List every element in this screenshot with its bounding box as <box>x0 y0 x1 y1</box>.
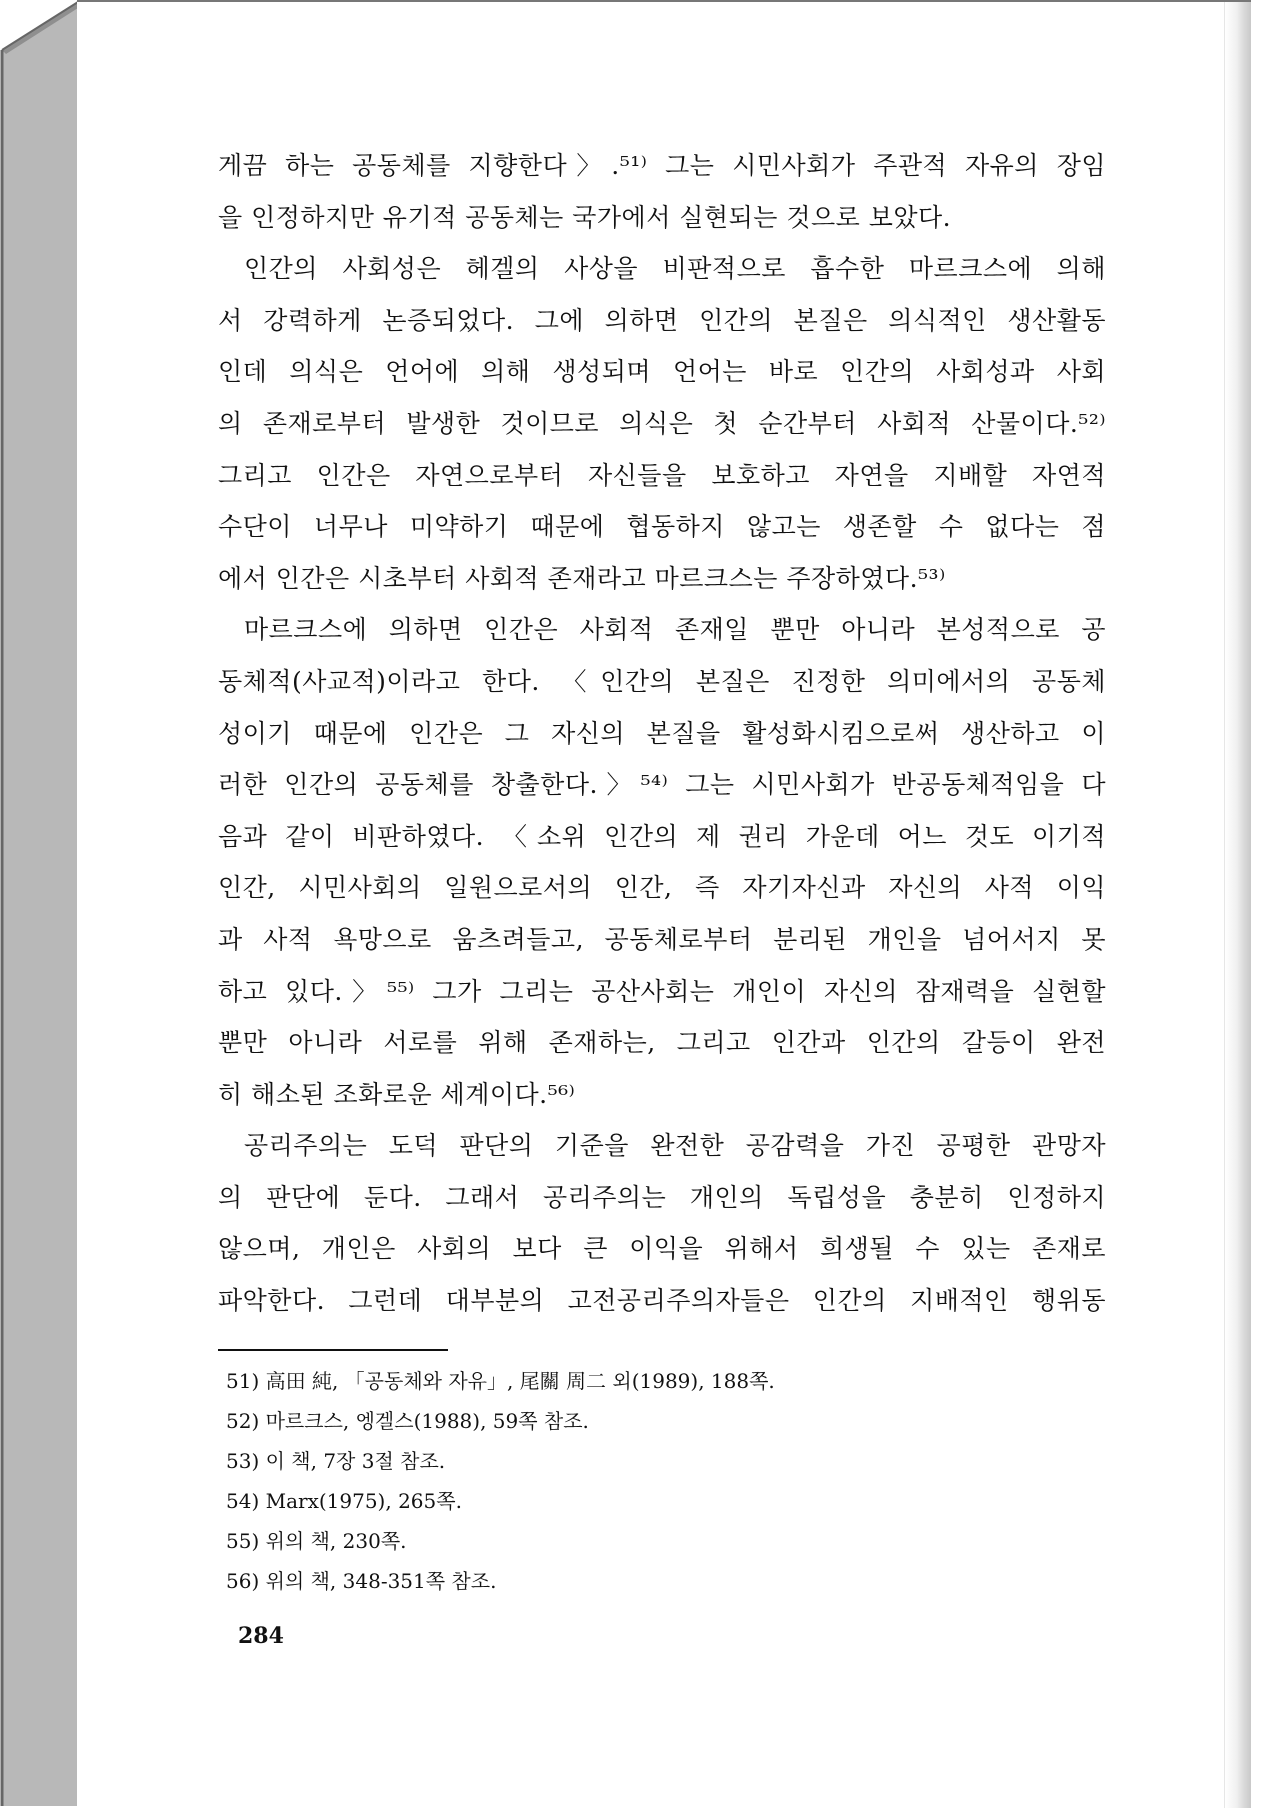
text-line: 그리고 인간은 자연으로부터 자신들을 보호하고 자연을 지배할 자연적 <box>218 460 1106 490</box>
page-number: 284 <box>238 1623 284 1649</box>
text-line: 의 판단에 둔다. 그래서 공리주의는 개인의 독립성을 충분히 인정하지 <box>218 1182 1106 1212</box>
text-line: 에서 인간은 시초부터 사회적 존재라고 마르크스는 주장하였다.⁵³⁾ <box>218 563 946 593</box>
page-edge-shading <box>1224 2 1251 1808</box>
text-line: 수단이 너무나 미약하기 때문에 협동하지 않고는 생존할 수 없다는 점 <box>218 512 1106 542</box>
footnote: 55) 위의 책, 230쪽. <box>226 1528 407 1553</box>
footnote: 53) 이 책, 7장 3절 참조. <box>226 1448 446 1473</box>
footnote: 51) 高田 純, 「공동체와 자유」, 尾關 周二 외(1989), 188쪽. <box>226 1368 775 1393</box>
text-line: 러한 인간의 공동체를 창출한다.〉⁵⁴⁾ 그는 시민사회가 반공동체적임을 다 <box>218 770 1106 800</box>
text-line: 인데 의식은 언어에 의해 생성되며 언어는 바로 인간의 사회성과 사회 <box>218 357 1106 387</box>
text-line: 뿐만 아니라 서로를 위해 존재하는, 그리고 인간과 인간의 갈등이 완전 <box>218 1028 1106 1058</box>
text-line: 않으며, 개인은 사회의 보다 큰 이익을 위해서 희생될 수 있는 존재로 <box>218 1234 1106 1264</box>
text-line: 을 인정하지만 유기적 공동체는 국가에서 실현되는 것으로 보았다. <box>218 202 952 232</box>
text-line: 동체적(사교적)이라고 한다. 〈인간의 본질은 진정한 의미에서의 공동체 <box>218 666 1106 696</box>
footnote: 52) 마르크스, 엥겔스(1988), 59쪽 참조. <box>226 1408 589 1433</box>
footnotes <box>218 1361 1106 1601</box>
footnote: 56) 위의 책, 348-351쪽 참조. <box>226 1568 497 1593</box>
text-line: 의 존재로부터 발생한 것이므로 의식은 첫 순간부터 사회적 산물이다.⁵²⁾ <box>218 408 1106 438</box>
footnote-separator <box>218 1349 448 1351</box>
text-line: 음과 같이 비판하였다. 〈소위 인간의 제 권리 가운데 어느 것도 이기적 <box>218 821 1106 851</box>
body-text <box>218 140 1106 1327</box>
text-line: 인간의 사회성은 헤겔의 사상을 비판적으로 흡수한 마르크스에 의해 <box>244 254 1106 284</box>
page-content <box>218 140 1106 1601</box>
book-side-edge <box>0 0 80 1806</box>
text-line: 성이기 때문에 인간은 그 자신의 본질을 활성화시킴으로써 생산하고 이 <box>218 718 1106 748</box>
text-line: 게끔 하는 공동체를 지향한다〉.⁵¹⁾ 그는 시민사회가 주관적 자유의 장임 <box>218 151 1106 180</box>
text-line: 하고 있다.〉⁵⁵⁾ 그가 그리는 공산사회는 개인이 자신의 잠재력을 실현할 <box>218 976 1106 1006</box>
footnote: 54) Marx(1975), 265쪽. <box>226 1488 462 1513</box>
text-line: 과 사적 욕망으로 움츠려들고, 공동체로부터 분리된 개인을 넘어서지 못 <box>218 924 1106 954</box>
text-line: 마르크스에 의하면 인간은 사회적 존재일 뿐만 아니라 본성적으로 공 <box>244 615 1106 645</box>
text-line: 서 강력하게 논증되었다. 그에 의하면 인간의 본질은 의식적인 생산활동 <box>218 305 1106 335</box>
text-line: 파악한다. 그런데 대부분의 고전공리주의자들은 인간의 지배적인 행위동 <box>218 1286 1106 1316</box>
text-line: 인간, 시민사회의 일원으로서의 인간, 즉 자기자신과 자신의 사적 이익 <box>218 873 1106 903</box>
text-line: 공리주의는 도덕 판단의 기준을 완전한 공감력을 가진 공평한 관망자 <box>244 1131 1106 1161</box>
text-line: 히 해소된 조화로운 세계이다.⁵⁶⁾ <box>218 1079 576 1109</box>
